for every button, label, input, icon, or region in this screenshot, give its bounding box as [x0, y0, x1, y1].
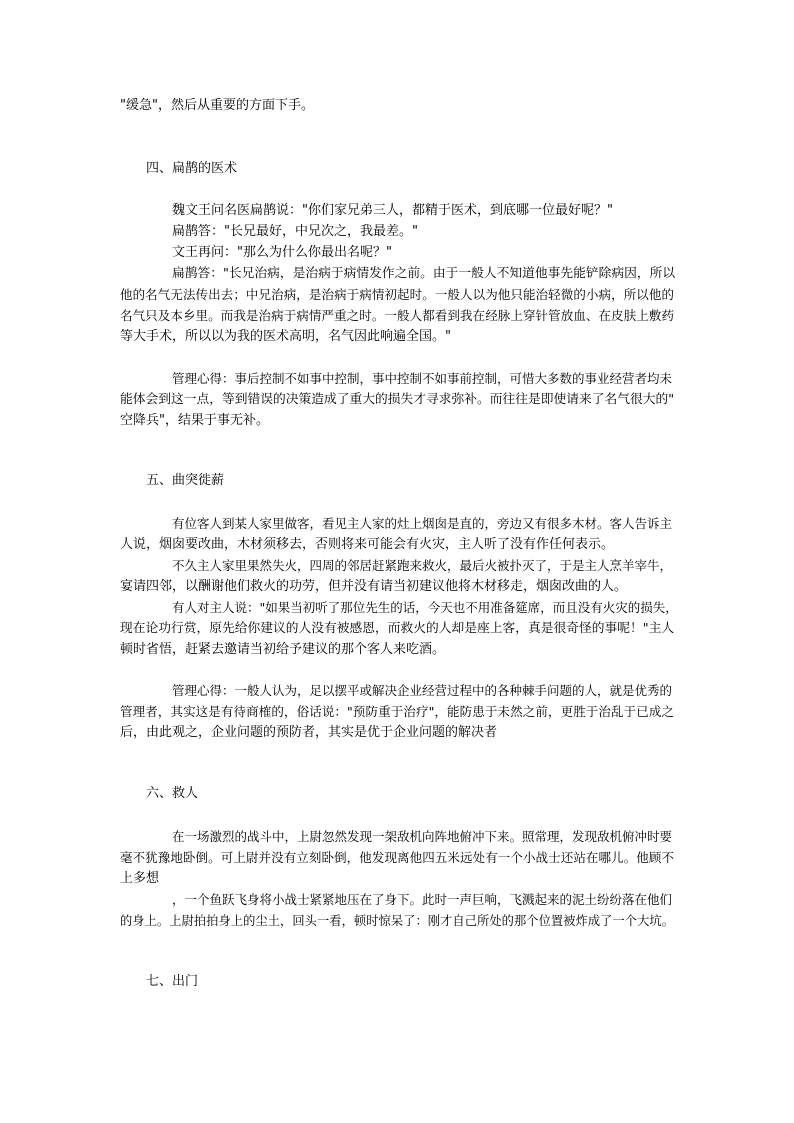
intro-line: "缓急"，然后从重要的方面下手。	[120, 98, 314, 113]
paragraph-line: 宴请四邻，以酬谢他们救火的功劳，但并没有请当初建议他将木材移走，烟囱改曲的人。	[120, 579, 628, 594]
paragraph-line: 的身上。上尉拍拍身上的尘土，回头一看，顿时惊呆了：刚才自己所处的那个位置被炸成了一个大坑。	[120, 914, 674, 928]
section-heading: 四、扁鹊的医术	[146, 161, 238, 176]
paragraph-line: 人说，烟囱要改曲，木材须移去，否则将来可能会有火灾，主人听了没有作任何表示。	[120, 537, 615, 552]
paragraph-line: 现在论功行赏，原先给你建议的人没有被感恩，而救火的人却是座上客，真是很奇怪的事呢！"主人	[120, 621, 675, 636]
paragraph-line: 魏文王问名医扁鹊说："你们家兄弟三人，都精于医术，到底哪一位最好呢？"	[172, 203, 613, 218]
insight-line: 能体会到这一点，等到错误的决策造成了重大的损失才寻求弥补。而往往是即使请来了名气很大的"	[120, 392, 675, 407]
section-heading: 五、曲突徙薪	[146, 473, 225, 488]
paragraph-line: 扁鹊答："长兄治病，是治病于病情发作之前。由于一般人不知道他事先能铲除病因，所以	[172, 266, 676, 281]
insight-line: 管理心得：事后控制不如事中控制，事中控制不如事前控制，可惜大多数的事业经营者均未	[172, 371, 673, 386]
paragraph-line: 他的名气无法传出去；中兄治病，是治病于病情初起时。一般人以为他只能治轻微的小病，所以他的	[120, 287, 674, 302]
section-heading: 七、出门	[146, 974, 199, 989]
paragraph-line: ，一个鱼跃飞身将小战士紧紧地压在了身下。此时一声巨响，飞溅起来的泥土纷纷落在他们	[172, 892, 673, 907]
paragraph-line: 不久主人家里果然失火，四周的邻居赶紧跑来救火，最后火被扑灭了，于是主人烹羊宰牛，	[172, 558, 673, 573]
paragraph-line: 上多想	[120, 871, 160, 886]
paragraph-line: 扁鹊答："长兄最好，中兄次之，我最差。"	[172, 224, 418, 239]
insight-line: 后，由此观之，企业问题的预防者，其实是优于企业问题的解决者	[120, 725, 498, 740]
paragraph-line: 有位客人到某人家里做客，看见主人家的灶上烟囱是直的，旁边又有很多木材。客人告诉主	[172, 516, 673, 531]
paragraph-line: 文王再问："那么为什么你最出名呢？"	[172, 245, 392, 260]
paragraph-line: 在一场激烈的战斗中，上尉忽然发现一架敌机向阵地俯冲下来。照常理，发现敌机俯冲时要	[172, 829, 673, 844]
insight-line: 管理者，其实这是有待商榷的，俗话说："预防重于治疗"，能防患于未然之前，更胜于治乱于已成之	[120, 704, 674, 719]
insight-line: 管理心得：一般人认为，足以摆平或解决企业经营过程中的各种棘手问题的人，就是优秀的	[172, 683, 673, 698]
section-heading: 六、救人	[146, 786, 199, 801]
paragraph-line: 毫不犹豫地卧倒。可上尉并没有立刻卧倒，他发现离他四五米远处有一个小战士还站在哪儿。他顾不	[120, 850, 674, 865]
paragraph-line: 等大手术，所以以为我的医术高明，名气因此响遍全国。"	[120, 329, 451, 344]
paragraph-line: 顿时省悟，赶紧去邀请当初给予建议的那个客人来吃酒。	[120, 642, 446, 657]
paragraph-line: 有人对主人说："如果当初听了那位先生的话，今天也不用准备筵席，而且没有火灾的损失，	[172, 600, 678, 615]
paragraph-line: 名气只及本乡里。而我是治病于病情严重之时。一般人都看到我在经脉上穿针管放血、在皮肤上敷药	[120, 308, 674, 323]
insight-line: 空降兵"，结果于事无补。	[120, 413, 269, 428]
